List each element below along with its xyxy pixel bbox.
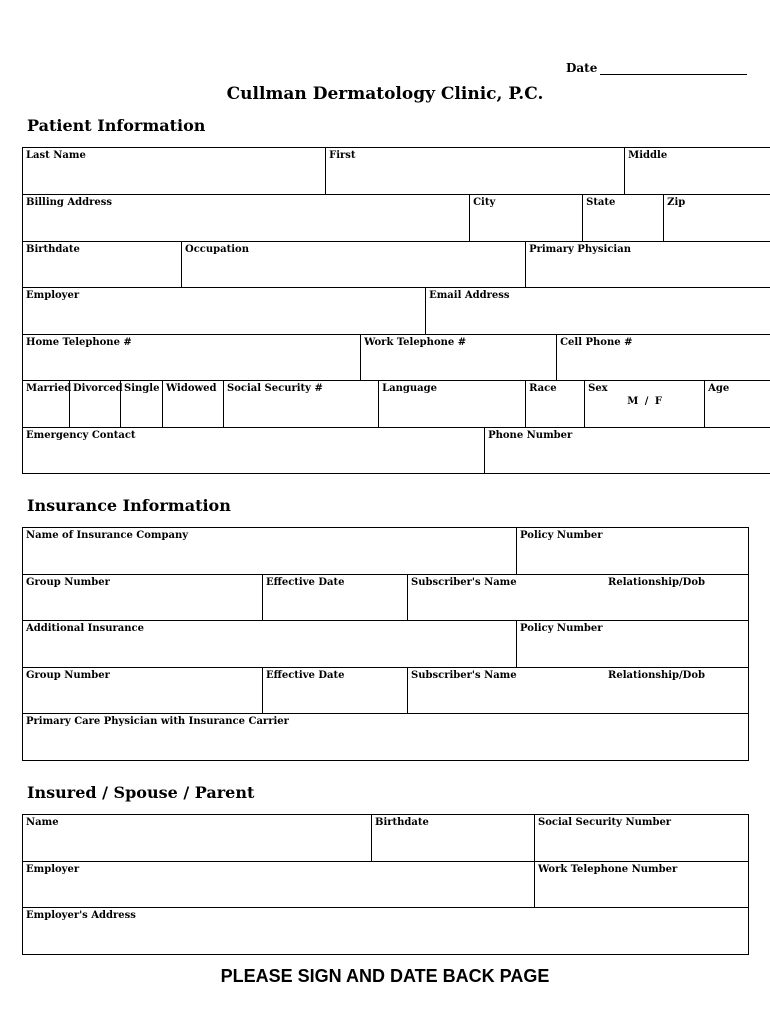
group-number-2-label: Group Number bbox=[26, 670, 110, 681]
insured-employer-field[interactable] bbox=[23, 862, 535, 908]
primary-physician-field[interactable] bbox=[526, 242, 770, 288]
city-label: City bbox=[473, 197, 496, 208]
employers-address-field[interactable] bbox=[23, 908, 749, 955]
sex-field[interactable] bbox=[585, 381, 705, 428]
insurance-company-label: Name of Insurance Company bbox=[26, 530, 189, 541]
policy-number-field[interactable] bbox=[517, 528, 749, 575]
widowed-label: Widowed bbox=[166, 383, 217, 394]
sign-back-page-note: PLEASE SIGN AND DATE BACK PAGE bbox=[220, 966, 550, 986]
effective-date-2-label: Effective Date bbox=[266, 670, 345, 681]
effective-date-2-field[interactable] bbox=[263, 668, 408, 714]
billing-address-field[interactable] bbox=[23, 195, 470, 242]
additional-insurance-label: Additional Insurance bbox=[26, 623, 144, 634]
primary-care-physician-field[interactable] bbox=[23, 714, 749, 761]
policy-number-2-field[interactable] bbox=[517, 621, 749, 668]
single-label: Single bbox=[124, 383, 160, 394]
group-number-2-field[interactable] bbox=[23, 668, 263, 714]
home-telephone-label: Home Telephone # bbox=[26, 337, 132, 348]
billing-address-label: Billing Address bbox=[26, 197, 113, 208]
last-name-label: Last Name bbox=[26, 150, 86, 161]
first-name-label: First bbox=[329, 150, 356, 161]
insured-work-phone-field[interactable] bbox=[535, 862, 749, 908]
patient-information-table bbox=[22, 147, 770, 474]
insured-ssn-label: Social Security Number bbox=[538, 817, 672, 828]
date-field[interactable] bbox=[600, 74, 747, 75]
first-name-field[interactable] bbox=[326, 148, 625, 195]
birthdate-label: Birthdate bbox=[26, 244, 80, 255]
middle-name-label: Middle bbox=[628, 150, 668, 161]
language-label: Language bbox=[382, 383, 437, 394]
married-label: Married bbox=[26, 383, 72, 394]
cell-phone-label: Cell Phone # bbox=[560, 337, 633, 348]
insured-ssn-field[interactable] bbox=[535, 815, 749, 862]
insured-name-label: Name bbox=[26, 817, 59, 828]
insurance-information-title: Insurance Information bbox=[27, 496, 231, 515]
work-telephone-label: Work Telephone # bbox=[364, 337, 467, 348]
divorced-checkbox[interactable] bbox=[70, 381, 121, 428]
birthdate-field[interactable] bbox=[23, 242, 182, 288]
middle-name-field[interactable] bbox=[625, 148, 770, 195]
sex-options: M / F bbox=[627, 396, 663, 407]
employer-label: Employer bbox=[26, 290, 80, 301]
insured-section-title: Insured / Spouse / Parent bbox=[27, 783, 255, 802]
policy-number-label: Policy Number bbox=[520, 530, 603, 541]
race-label: Race bbox=[529, 383, 557, 394]
insurance-information-table bbox=[22, 527, 749, 761]
relationship-dob-2-label: Relationship/Dob bbox=[608, 670, 706, 681]
employer-field[interactable] bbox=[23, 288, 426, 335]
city-field[interactable] bbox=[470, 195, 583, 242]
widowed-checkbox[interactable] bbox=[163, 381, 224, 428]
cell-phone-field[interactable] bbox=[557, 335, 770, 381]
patient-information-title: Patient Information bbox=[27, 116, 206, 135]
zip-field[interactable] bbox=[664, 195, 770, 242]
state-label: State bbox=[586, 197, 616, 208]
relationship-dob-label: Relationship/Dob bbox=[608, 577, 706, 588]
insurance-company-field[interactable] bbox=[23, 528, 517, 575]
date-label: Date bbox=[566, 61, 598, 75]
insured-birthdate-label: Birthdate bbox=[375, 817, 429, 828]
last-name-field[interactable] bbox=[23, 148, 326, 195]
email-address-label: Email Address bbox=[429, 290, 510, 301]
home-telephone-field[interactable] bbox=[23, 335, 361, 381]
email-address-field[interactable] bbox=[426, 288, 770, 335]
zip-label: Zip bbox=[667, 197, 686, 208]
insured-birthdate-field[interactable] bbox=[372, 815, 535, 862]
social-security-field[interactable] bbox=[224, 381, 379, 428]
effective-date-field[interactable] bbox=[263, 575, 408, 621]
occupation-field[interactable] bbox=[182, 242, 526, 288]
subscriber-field[interactable] bbox=[408, 575, 749, 621]
insured-table bbox=[22, 814, 749, 955]
age-label: Age bbox=[708, 383, 730, 394]
subscriber-name-label: Subscriber's Name bbox=[411, 577, 517, 588]
effective-date-label: Effective Date bbox=[266, 577, 345, 588]
clinic-name: Cullman Dermatology Clinic, P.C. bbox=[226, 84, 544, 104]
group-number-field[interactable] bbox=[23, 575, 263, 621]
primary-care-physician-label: Primary Care Physician with Insurance Carrier bbox=[26, 716, 289, 727]
emergency-phone-label: Phone Number bbox=[488, 430, 573, 441]
emergency-phone-field[interactable] bbox=[485, 428, 770, 474]
emergency-contact-label: Emergency Contact bbox=[26, 430, 136, 441]
divorced-label: Divorced bbox=[73, 383, 123, 394]
insured-employer-label: Employer bbox=[26, 864, 80, 875]
social-security-label: Social Security # bbox=[227, 383, 323, 394]
employers-address-label: Employer's Address bbox=[26, 910, 136, 921]
subscriber-name-2-label: Subscriber's Name bbox=[411, 670, 517, 681]
additional-insurance-field[interactable] bbox=[23, 621, 517, 668]
single-checkbox[interactable] bbox=[121, 381, 163, 428]
married-checkbox[interactable] bbox=[23, 381, 70, 428]
primary-physician-label: Primary Physician bbox=[529, 244, 631, 255]
race-field[interactable] bbox=[526, 381, 585, 428]
work-telephone-field[interactable] bbox=[361, 335, 557, 381]
occupation-label: Occupation bbox=[185, 244, 249, 255]
subscriber-2-field[interactable] bbox=[408, 668, 749, 714]
age-field[interactable] bbox=[705, 381, 770, 428]
insured-name-field[interactable] bbox=[23, 815, 372, 862]
emergency-contact-field[interactable] bbox=[23, 428, 485, 474]
language-field[interactable] bbox=[379, 381, 526, 428]
sex-label: Sex bbox=[588, 383, 608, 394]
group-number-label: Group Number bbox=[26, 577, 110, 588]
state-field[interactable] bbox=[583, 195, 664, 242]
policy-number-2-label: Policy Number bbox=[520, 623, 603, 634]
insured-work-phone-label: Work Telephone Number bbox=[538, 864, 678, 875]
